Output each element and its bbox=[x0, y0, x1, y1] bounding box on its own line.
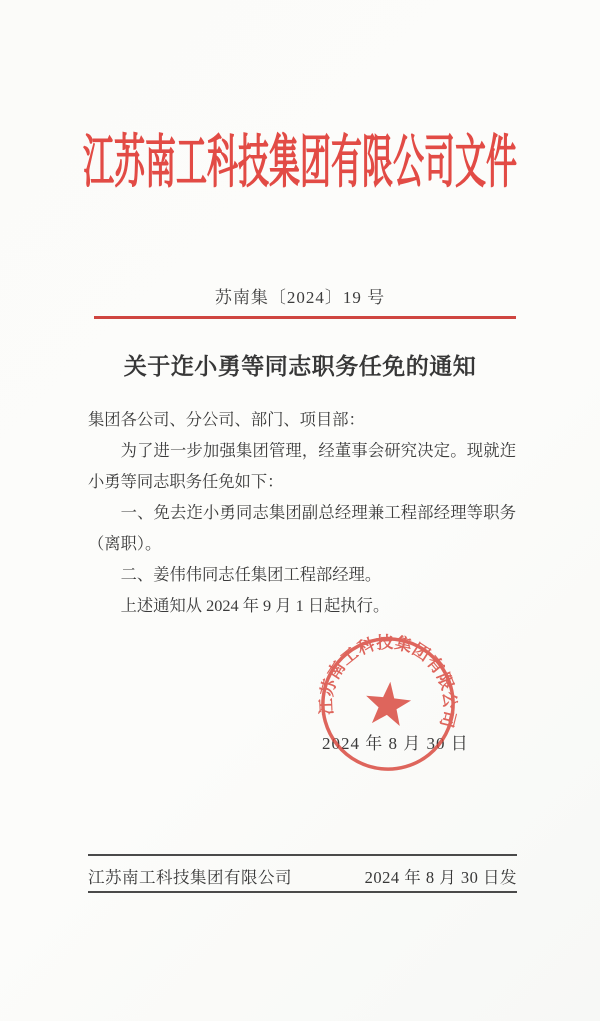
body-paragraph: 上述通知从 2024 年 9 月 1 日起执行。 bbox=[120, 596, 390, 615]
company-seal bbox=[311, 627, 465, 781]
document-body bbox=[88, 404, 516, 621]
footer bbox=[88, 864, 517, 888]
footer-bottom-rule bbox=[88, 891, 517, 893]
doc-number: 苏南集〔2024〕19 号 bbox=[214, 288, 386, 307]
body-paragraph: 为了进一步加强集团管理，经董事会研究决定。现就迮小勇等同志职务任免如下： bbox=[88, 441, 516, 491]
footer-top-rule bbox=[88, 854, 517, 856]
seal-text bbox=[314, 627, 465, 730]
seal-ring bbox=[316, 632, 459, 775]
org-title: 江苏南工科技集团有限公司文件 bbox=[83, 129, 517, 195]
seal-star-icon bbox=[363, 679, 412, 727]
seal-arc-path bbox=[330, 643, 449, 729]
document-header bbox=[0, 130, 600, 196]
document-title: 关于迮小勇等同志职务任免的通知 bbox=[123, 354, 477, 379]
signature-date: 2024 年 8 月 30 日 bbox=[322, 734, 469, 753]
body-paragraph: 二、姜伟伟同志任集团工程部经理。 bbox=[120, 565, 382, 584]
seal-arc-text: 江苏南工科技集团有限公司 bbox=[316, 632, 460, 730]
body-paragraph: 一、免去迮小勇同志集团副总经理兼工程部经理等职务（离职）。 bbox=[88, 503, 516, 553]
red-separator-rule bbox=[94, 316, 516, 319]
salutation: 集团各公司、分公司、部门、项目部： bbox=[88, 410, 365, 429]
footer-issue-date: 2024 年 8 月 30 日发 bbox=[364, 868, 517, 887]
footer-issuer: 江苏南工科技集团有限公司 bbox=[88, 868, 292, 887]
